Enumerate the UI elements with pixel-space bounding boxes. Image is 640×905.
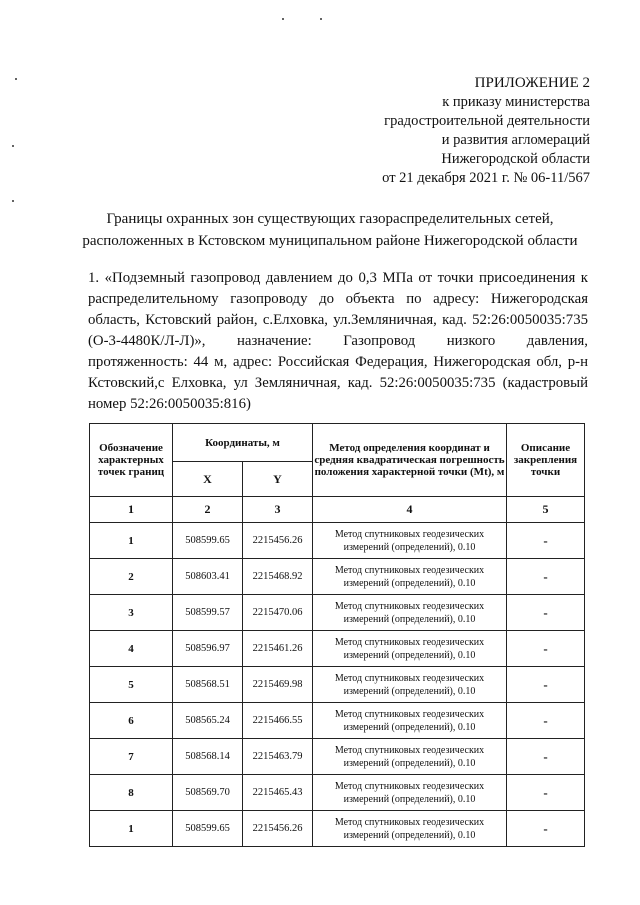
paragraph-line: Кстовский,с Елховка, ул Земляничная, кад. 52:26:0050035:735 (кадастровый xyxy=(88,375,588,391)
column-number: 5 xyxy=(507,497,585,523)
table-row xyxy=(90,667,585,703)
x-coordinate: 508599.65 xyxy=(173,811,243,847)
description-text: - xyxy=(507,595,585,631)
appendix-line: градостроительной деятельности xyxy=(384,113,590,129)
object-description-paragraph xyxy=(88,268,588,415)
x-coordinate: 508599.65 xyxy=(173,523,243,559)
document-title xyxy=(60,208,600,252)
y-coordinate: 2215466.55 xyxy=(243,703,313,739)
description-text: - xyxy=(507,775,585,811)
column-number: 2 xyxy=(173,497,243,523)
point-label: 1 xyxy=(90,811,173,847)
table-row xyxy=(90,775,585,811)
description-text: - xyxy=(507,523,585,559)
point-label: 4 xyxy=(90,631,173,667)
appendix-order-line: от 21 декабря 2021 г. № 06-11/567 xyxy=(382,170,590,186)
scan-speck xyxy=(12,200,14,202)
scan-speck xyxy=(12,145,14,147)
paragraph-line: протяженность: 44 м, адрес: Российская Федерация, Нижегородская обл, р-н xyxy=(88,354,588,370)
y-coordinate: 2215456.26 xyxy=(243,523,313,559)
method-text: Метод спутниковых геодезических измерений (определений), 0.10 xyxy=(313,595,507,631)
description-text: - xyxy=(507,811,585,847)
description-text: - xyxy=(507,739,585,775)
scan-speck xyxy=(15,78,17,80)
method-text: Метод спутниковых геодезических измерений (определений), 0.10 xyxy=(313,775,507,811)
table-row xyxy=(90,631,585,667)
appendix-line: к приказу министерства xyxy=(442,94,590,110)
column-number: 4 xyxy=(313,497,507,523)
method-text: Метод спутниковых геодезических измерений (определений), 0.10 xyxy=(313,559,507,595)
table-row xyxy=(90,559,585,595)
y-coordinate: 2215461.26 xyxy=(243,631,313,667)
scan-speck xyxy=(320,18,322,20)
method-text: Метод спутниковых геодезических измерений (определений), 0.10 xyxy=(313,703,507,739)
point-label: 8 xyxy=(90,775,173,811)
description-text: - xyxy=(507,559,585,595)
document-title-line: Границы охранных зон существующих газораспределительных сетей, xyxy=(106,211,554,227)
appendix-header xyxy=(230,74,590,188)
header-coordinates: Координаты, м xyxy=(173,424,313,462)
method-text: Метод спутниковых геодезических измерений (определений), 0.10 xyxy=(313,523,507,559)
description-text: - xyxy=(507,703,585,739)
description-text: - xyxy=(507,631,585,667)
point-label: 7 xyxy=(90,739,173,775)
table-header-row xyxy=(90,424,585,462)
point-label: 5 xyxy=(90,667,173,703)
y-coordinate: 2215468.92 xyxy=(243,559,313,595)
appendix-line: и развития агломераций xyxy=(441,132,590,148)
column-number: 1 xyxy=(90,497,173,523)
paragraph-line: номер 52:26:0050035:816) xyxy=(88,396,251,412)
header-point: Обозначение характерных точек границ xyxy=(90,424,173,497)
document-title-line: расположенных в Кстовском муниципальном районе Нижегородской области xyxy=(82,233,578,249)
header-description: Описание закрепления точки xyxy=(507,424,585,497)
appendix-line: Нижегородской области xyxy=(441,151,590,167)
x-coordinate: 508568.51 xyxy=(173,667,243,703)
y-coordinate: 2215456.26 xyxy=(243,811,313,847)
y-coordinate: 2215470.06 xyxy=(243,595,313,631)
appendix-title: ПРИЛОЖЕНИЕ 2 xyxy=(474,75,590,91)
table-row xyxy=(90,811,585,847)
point-label: 3 xyxy=(90,595,173,631)
column-number: 3 xyxy=(243,497,313,523)
header-y: Y xyxy=(243,462,313,497)
header-x: X xyxy=(173,462,243,497)
x-coordinate: 508596.97 xyxy=(173,631,243,667)
paragraph-line: (О-3-4480К/Л-Л)», назначение: Газопровод низкого давления, xyxy=(88,333,588,349)
paragraph-line: область, Кстовский район, с.Елховка, ул.Земляничная, кад. 52:26:0050035:735 xyxy=(88,312,588,328)
y-coordinate: 2215469.98 xyxy=(243,667,313,703)
method-text: Метод спутниковых геодезических измерений (определений), 0.10 xyxy=(313,739,507,775)
table-row xyxy=(90,739,585,775)
method-text: Метод спутниковых геодезических измерений (определений), 0.10 xyxy=(313,667,507,703)
x-coordinate: 508603.41 xyxy=(173,559,243,595)
method-text: Метод спутниковых геодезических измерений (определений), 0.10 xyxy=(313,811,507,847)
point-label: 1 xyxy=(90,523,173,559)
x-coordinate: 508568.14 xyxy=(173,739,243,775)
table-row xyxy=(90,703,585,739)
paragraph-line: распределительному газопроводу до объекта по адресу: Нижегородская xyxy=(88,291,588,307)
table-row xyxy=(90,595,585,631)
y-coordinate: 2215465.43 xyxy=(243,775,313,811)
header-method: Метод определения координат и средняя квадратическая погрешность положения характерной точки (Mt), м xyxy=(313,424,507,497)
column-number-row xyxy=(90,497,585,523)
scan-speck xyxy=(282,18,284,20)
x-coordinate: 508565.24 xyxy=(173,703,243,739)
table-row xyxy=(90,523,585,559)
description-text: - xyxy=(507,667,585,703)
point-label: 6 xyxy=(90,703,173,739)
coordinates-table xyxy=(89,423,585,847)
method-text: Метод спутниковых геодезических измерений (определений), 0.10 xyxy=(313,631,507,667)
paragraph-line: 1. «Подземный газопровод давлением до 0,3 МПа от точки присоединения к xyxy=(88,270,588,286)
x-coordinate: 508599.57 xyxy=(173,595,243,631)
point-label: 2 xyxy=(90,559,173,595)
x-coordinate: 508569.70 xyxy=(173,775,243,811)
y-coordinate: 2215463.79 xyxy=(243,739,313,775)
